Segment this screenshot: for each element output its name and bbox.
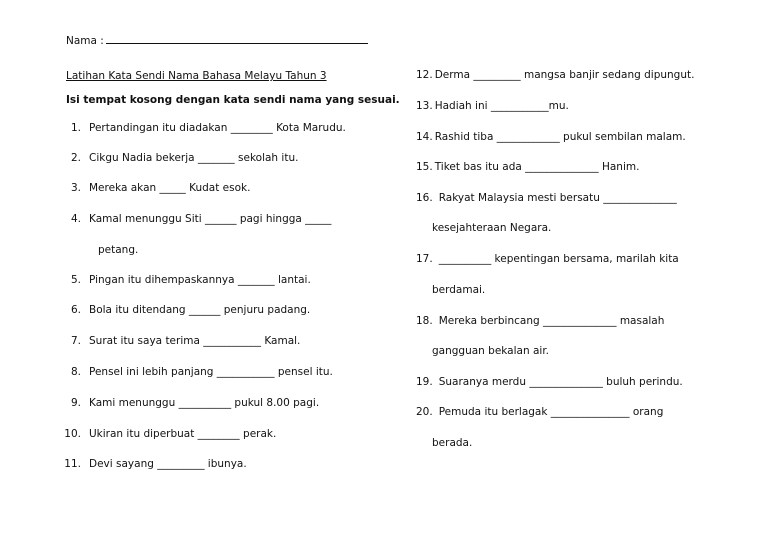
question-5[interactable]: 5. Pingan itu dihempaskannya _______ lantai. — [70, 274, 311, 286]
question-20-continuation: berada. — [432, 437, 473, 449]
worksheet-title: Latihan Kata Sendi Nama Bahasa Melayu Tahun 3 — [66, 70, 327, 82]
question-2[interactable]: 2. Cikgu Nadia bekerja _______ sekolah itu. — [70, 152, 299, 164]
question-16-continuation: kesejahteraan Negara. — [432, 222, 552, 234]
question-4[interactable]: 4. Kamal menunggu Siti ______ pagi hingga _____ — [70, 213, 332, 225]
question-6[interactable]: 6. Bola itu ditendang ______ penjuru padang. — [70, 304, 311, 316]
question-20[interactable]: 20. Pemuda itu berlagak _______________ orang — [416, 406, 664, 418]
question-4-continuation: petang. — [98, 244, 139, 256]
question-3[interactable]: 3. Mereka akan _____ Kudat esok. — [70, 182, 251, 194]
question-16[interactable]: 16. Rakyat Malaysia mesti bersatu ______________ — [416, 192, 677, 204]
name-blank-line[interactable] — [106, 33, 368, 44]
question-17[interactable]: 17. __________ kepentingan bersama, marilah kita — [416, 253, 679, 265]
question-18[interactable]: 18. Mereka berbincang ______________ masalah — [416, 315, 665, 327]
question-14[interactable]: 14. Rashid tiba ____________ pukul sembilan malam. — [416, 131, 686, 143]
question-17-continuation: berdamai. — [432, 284, 486, 296]
question-15[interactable]: 15. Tiket bas itu ada ______________ Hanim. — [416, 161, 640, 173]
question-7[interactable]: 7. Surat itu saya terima ___________ Kamal. — [70, 335, 301, 347]
question-18-continuation: gangguan bekalan air. — [432, 345, 550, 357]
question-11[interactable]: 11. Devi sayang _________ ibunya. — [64, 458, 247, 470]
question-1[interactable]: 1. Pertandingan itu diadakan ________ Kota Marudu. — [70, 122, 346, 134]
question-9[interactable]: 9. Kami menunggu __________ pukul 8.00 pagi. — [70, 397, 320, 409]
name-label: Nama : — [66, 35, 104, 47]
question-10[interactable]: 10. Ukiran itu diperbuat ________ perak. — [64, 428, 277, 440]
question-13[interactable]: 13. Hadiah ini ___________mu. — [416, 100, 569, 112]
instruction-text: Isi tempat kosong dengan kata sendi nama yang sesuai. — [66, 94, 400, 106]
name-field[interactable] — [66, 33, 368, 47]
question-8[interactable]: 8. Pensel ini lebih panjang ___________ pensel itu. — [70, 366, 333, 378]
question-19[interactable]: 19. Suaranya merdu ______________ buluh perindu. — [416, 376, 683, 388]
question-12[interactable]: 12. Derma _________ mangsa banjir sedang dipungut. — [416, 69, 695, 81]
